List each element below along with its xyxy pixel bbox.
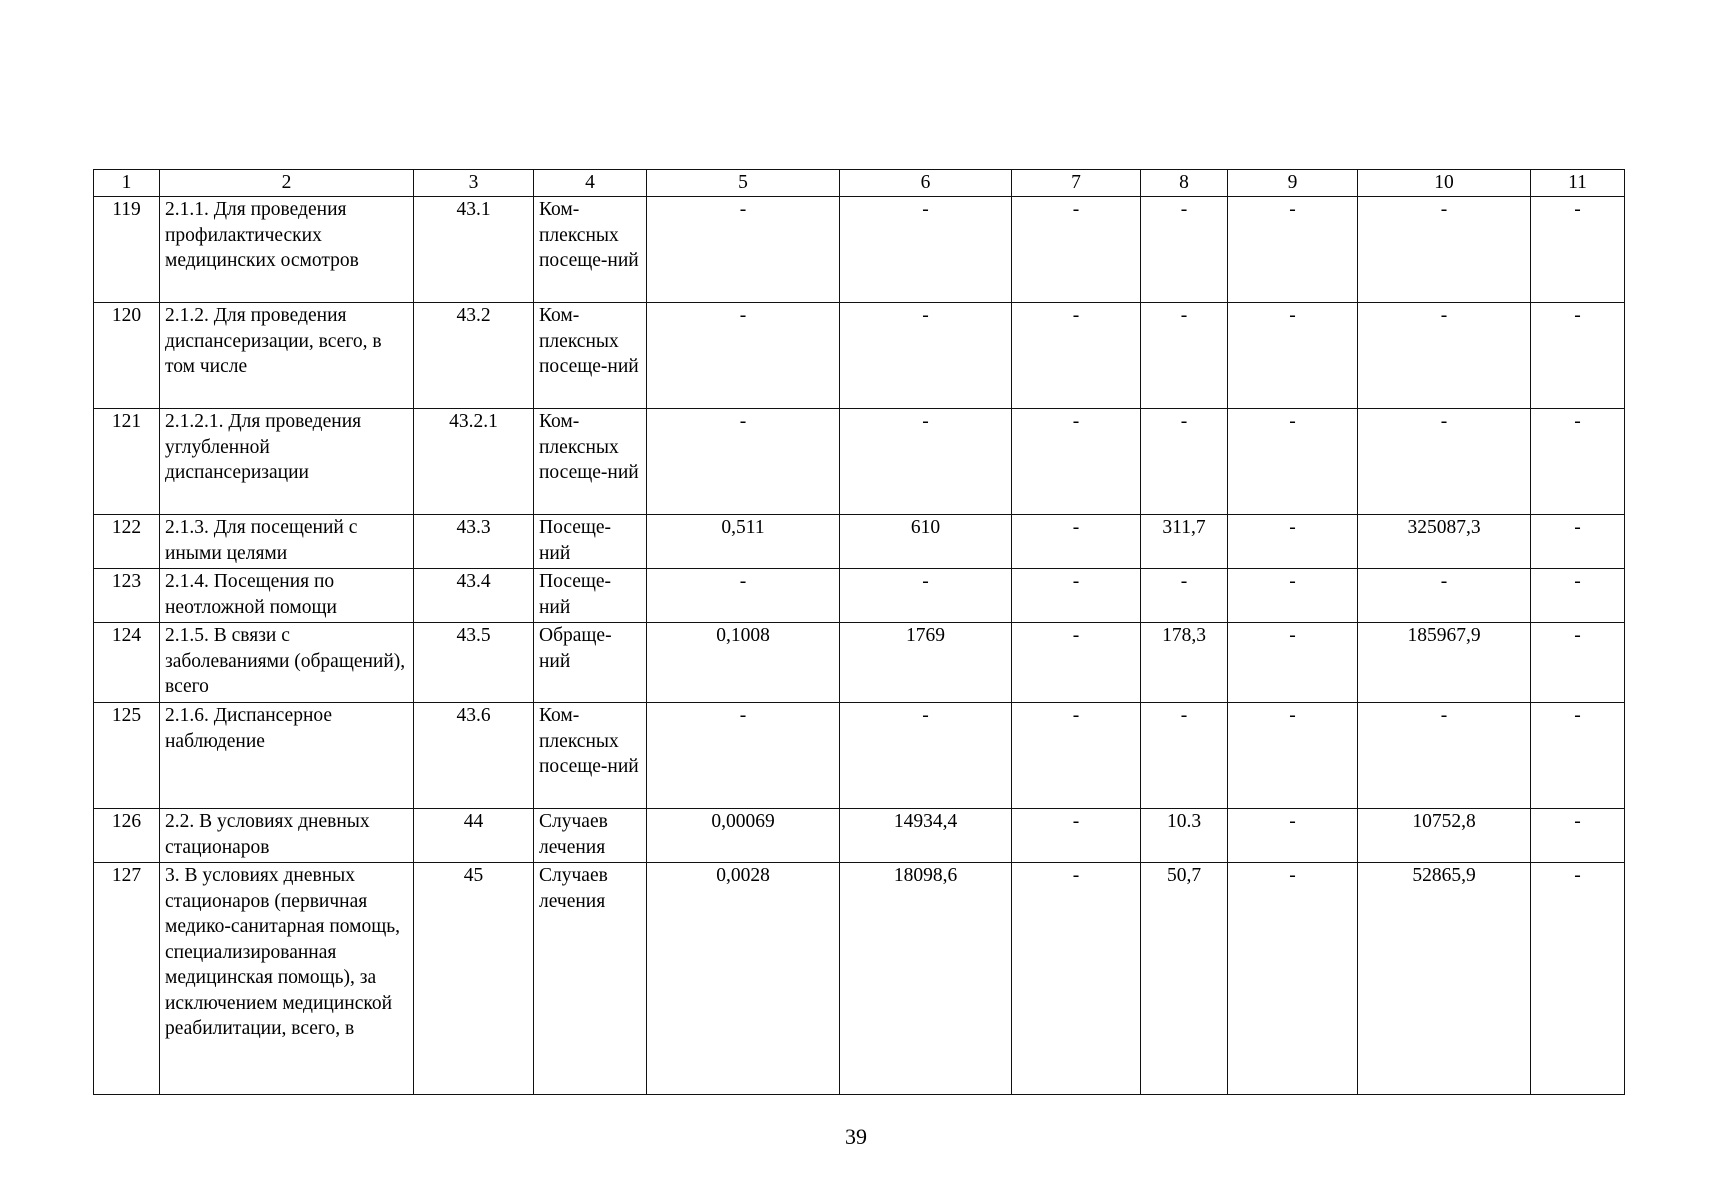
table-cell: - (647, 703, 840, 809)
table-cell: 43.2.1 (414, 409, 534, 515)
table-cell: - (647, 303, 840, 409)
table-cell: 1769 (840, 623, 1012, 703)
table-cell: 2.1.6. Диспансерное наблюдение (160, 703, 414, 809)
table-body (94, 197, 1625, 1095)
table-cell: Обраще-ний (534, 623, 647, 703)
table-cell: - (1358, 703, 1531, 809)
table-cell: 127 (94, 863, 160, 1095)
table-cell: - (840, 569, 1012, 623)
table-cell: 2.1.4. Посещения по неотложной помощи (160, 569, 414, 623)
table-cell: - (840, 303, 1012, 409)
table-cell: - (1012, 303, 1141, 409)
table-cell: - (1358, 569, 1531, 623)
table-cell: - (1358, 303, 1531, 409)
table-cell: 121 (94, 409, 160, 515)
table-cell: Случаев лечения (534, 863, 647, 1095)
table-cell: Случаев лечения (534, 809, 647, 863)
table-cell: 0,00069 (647, 809, 840, 863)
table-cell: - (1228, 623, 1358, 703)
table-cell: 2.1.2. Для проведения диспансеризации, всего, в том числе (160, 303, 414, 409)
column-header: 6 (840, 170, 1012, 197)
table-cell: - (647, 569, 840, 623)
table-cell: - (1141, 569, 1228, 623)
table-cell: 125 (94, 703, 160, 809)
table-cell: 122 (94, 515, 160, 569)
table-cell: 3. В условиях дневных стационаров (первичная медико-санитарная помощь, специализированная медицинская помощь), за исключением медицинской реабилитации, всего, в (160, 863, 414, 1095)
table-row (94, 303, 1625, 409)
column-header: 5 (647, 170, 840, 197)
table-cell: - (1358, 197, 1531, 303)
data-table (93, 169, 1625, 1095)
table-cell: - (1141, 197, 1228, 303)
table-cell: - (1141, 303, 1228, 409)
table-cell: 120 (94, 303, 160, 409)
table-row (94, 809, 1625, 863)
table-cell: 124 (94, 623, 160, 703)
table-cell: 126 (94, 809, 160, 863)
column-header: 11 (1531, 170, 1625, 197)
table-row (94, 409, 1625, 515)
table-cell: - (840, 703, 1012, 809)
table-cell: 610 (840, 515, 1012, 569)
table-cell: Ком-плексных посеще-ний (534, 303, 647, 409)
table-cell: - (840, 197, 1012, 303)
table-cell: - (1531, 197, 1625, 303)
table-cell: - (1141, 703, 1228, 809)
table-cell: 10.3 (1141, 809, 1228, 863)
table-cell: 2.2. В условиях дневных стационаров (160, 809, 414, 863)
table-row (94, 863, 1625, 1095)
table-cell: 0,1008 (647, 623, 840, 703)
table-cell: 45 (414, 863, 534, 1095)
table-cell: 185967,9 (1358, 623, 1531, 703)
table-cell: - (840, 409, 1012, 515)
table-cell: - (1012, 197, 1141, 303)
table-row (94, 569, 1625, 623)
table-cell: 178,3 (1141, 623, 1228, 703)
table-cell: 44 (414, 809, 534, 863)
table-cell: - (1228, 515, 1358, 569)
table-row (94, 703, 1625, 809)
table-cell: 119 (94, 197, 160, 303)
table-cell: Посеще-ний (534, 515, 647, 569)
table-cell: Ком-плексных посеще-ний (534, 197, 647, 303)
column-header: 7 (1012, 170, 1141, 197)
table-cell: - (1531, 569, 1625, 623)
table-cell: 311,7 (1141, 515, 1228, 569)
table-cell: 43.1 (414, 197, 534, 303)
table-cell: - (1228, 197, 1358, 303)
table-cell: 43.4 (414, 569, 534, 623)
table-cell: - (1228, 809, 1358, 863)
table-cell: - (1531, 809, 1625, 863)
table-cell: - (1358, 409, 1531, 515)
column-header: 1 (94, 170, 160, 197)
table-cell: - (1531, 303, 1625, 409)
table-cell: 2.1.1. Для проведения профилактических медицинских осмотров (160, 197, 414, 303)
table-cell: Ком-плексных посеще-ний (534, 409, 647, 515)
table-cell: Ком-плексных посеще-ний (534, 703, 647, 809)
table-cell: 52865,9 (1358, 863, 1531, 1095)
table-cell: - (1228, 863, 1358, 1095)
header-row (94, 170, 1625, 197)
table-cell: 2.1.5. В связи с заболеваниями (обращений), всего (160, 623, 414, 703)
table-cell: 0,511 (647, 515, 840, 569)
table-cell: - (1228, 303, 1358, 409)
table-cell: Посеще-ний (534, 569, 647, 623)
table-cell: 2.1.3. Для посещений с иными целями (160, 515, 414, 569)
table-cell: - (647, 409, 840, 515)
table-cell: - (1012, 515, 1141, 569)
table-cell: - (1531, 515, 1625, 569)
table-cell: - (1012, 809, 1141, 863)
table-cell: 14934,4 (840, 809, 1012, 863)
table-cell: - (1141, 409, 1228, 515)
column-header: 10 (1358, 170, 1531, 197)
table-cell: 18098,6 (840, 863, 1012, 1095)
table-row (94, 197, 1625, 303)
table-row (94, 515, 1625, 569)
table-cell: - (1012, 569, 1141, 623)
table-cell: - (647, 197, 840, 303)
table-cell: 325087,3 (1358, 515, 1531, 569)
table-cell: - (1228, 409, 1358, 515)
table-cell: - (1228, 703, 1358, 809)
column-header: 9 (1228, 170, 1358, 197)
table-cell: 123 (94, 569, 160, 623)
column-header: 2 (160, 170, 414, 197)
table-cell: 0,0028 (647, 863, 840, 1095)
table-cell: - (1531, 623, 1625, 703)
table-cell: 43.2 (414, 303, 534, 409)
table-cell: 43.5 (414, 623, 534, 703)
table-cell: - (1012, 703, 1141, 809)
table-cell: - (1531, 703, 1625, 809)
column-header: 4 (534, 170, 647, 197)
page-number: 39 (845, 1124, 867, 1149)
table-row (94, 623, 1625, 703)
column-header: 3 (414, 170, 534, 197)
table-cell: 2.1.2.1. Для проведения углубленной диспансеризации (160, 409, 414, 515)
table-cell: 10752,8 (1358, 809, 1531, 863)
table-cell: - (1012, 623, 1141, 703)
table-cell: - (1012, 863, 1141, 1095)
table-cell: 50,7 (1141, 863, 1228, 1095)
table-cell: - (1531, 409, 1625, 515)
table-cell: 43.6 (414, 703, 534, 809)
table-cell: - (1012, 409, 1141, 515)
column-header: 8 (1141, 170, 1228, 197)
table-cell: - (1228, 569, 1358, 623)
table-cell: - (1531, 863, 1625, 1095)
table-cell: 43.3 (414, 515, 534, 569)
